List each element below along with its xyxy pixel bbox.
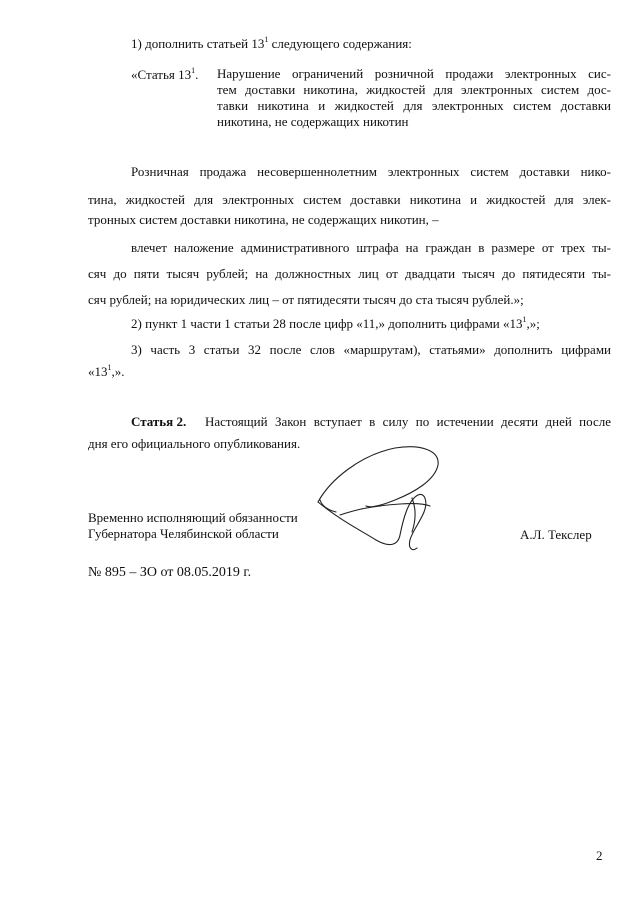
item-2-superscript: 1 xyxy=(522,315,527,324)
paragraph-disposition-line: тронных систем доставки никотина, не содержащих никотин, – xyxy=(88,212,439,227)
amendment-item-3: 3) часть 3 статьи 32 после слов «маршрутам), статьями» дополнить цифрами xyxy=(131,342,611,357)
item-1-tail: следующего содержания: xyxy=(268,36,412,51)
article-label-tail: . xyxy=(195,67,199,82)
paragraph-sanction-line: влечет наложение административного штрафа на граждан в размере от трех ты- xyxy=(131,240,611,255)
signer-title: Губернатора Челябинской области xyxy=(88,526,279,541)
article-title-line: тавки никотина и жидкостей для электронных систем доставки xyxy=(217,98,611,113)
signer-name: А.Л. Текслер xyxy=(520,527,592,542)
item-1-text: 1) дополнить статьей 13 xyxy=(131,36,265,51)
article-2-line-continued: дня его официального опубликования. xyxy=(88,436,301,451)
article-title-line: Нарушение ограничений розничной продажи электронных сис- xyxy=(217,66,611,81)
paragraph-disposition-line: Розничная продажа несовершеннолетним электронных систем доставки нико- xyxy=(131,164,611,179)
article-2-text: Настоящий Закон вступает в силу по истечении десяти дней после xyxy=(205,414,611,429)
article-title-line: тем доставки никотина, жидкостей для электронных систем дос- xyxy=(217,82,611,97)
article-2-line xyxy=(131,414,611,430)
article-2-label: Статья 2. xyxy=(131,414,187,429)
signer-title: Временно исполняющий обязанности xyxy=(88,510,298,525)
item-2-text: 2) пункт 1 части 1 статьи 28 после цифр «11,» дополнить цифрами «13 xyxy=(131,316,523,331)
law-number-and-date: № 895 – ЗО от 08.05.2019 г. xyxy=(88,565,252,580)
item-3-superscript: 1 xyxy=(107,363,112,372)
item-1-superscript: 1 xyxy=(264,35,269,44)
paragraph-disposition-line: тина, жидкостей для электронных систем доставки никотина и жидкостей для элек- xyxy=(88,192,611,207)
article-label-text: «Статья 13 xyxy=(131,67,192,82)
item-3-text: «13 xyxy=(88,364,108,379)
paragraph-sanction-line: сяч рублей; на юридических лиц – от пятидесяти тысяч до ста тысяч рублей.»; xyxy=(88,292,524,307)
page-number: 2 xyxy=(596,848,603,863)
article-label-superscript: 1 xyxy=(191,66,196,75)
handwritten-signature xyxy=(300,440,450,560)
paragraph-sanction-line: сяч до пяти тысяч рублей; на должностных лиц от двадцати тысяч до пятидесяти ты- xyxy=(88,266,611,281)
item-3-tail: ,». xyxy=(111,364,125,379)
amendment-item-1 xyxy=(131,36,412,52)
article-label xyxy=(131,67,198,83)
item-2-tail: ,»; xyxy=(526,316,540,331)
amendment-item-3-continued xyxy=(88,364,125,380)
article-title-line: никотина, не содержащих никотин xyxy=(217,114,409,129)
amendment-item-2 xyxy=(131,316,540,332)
